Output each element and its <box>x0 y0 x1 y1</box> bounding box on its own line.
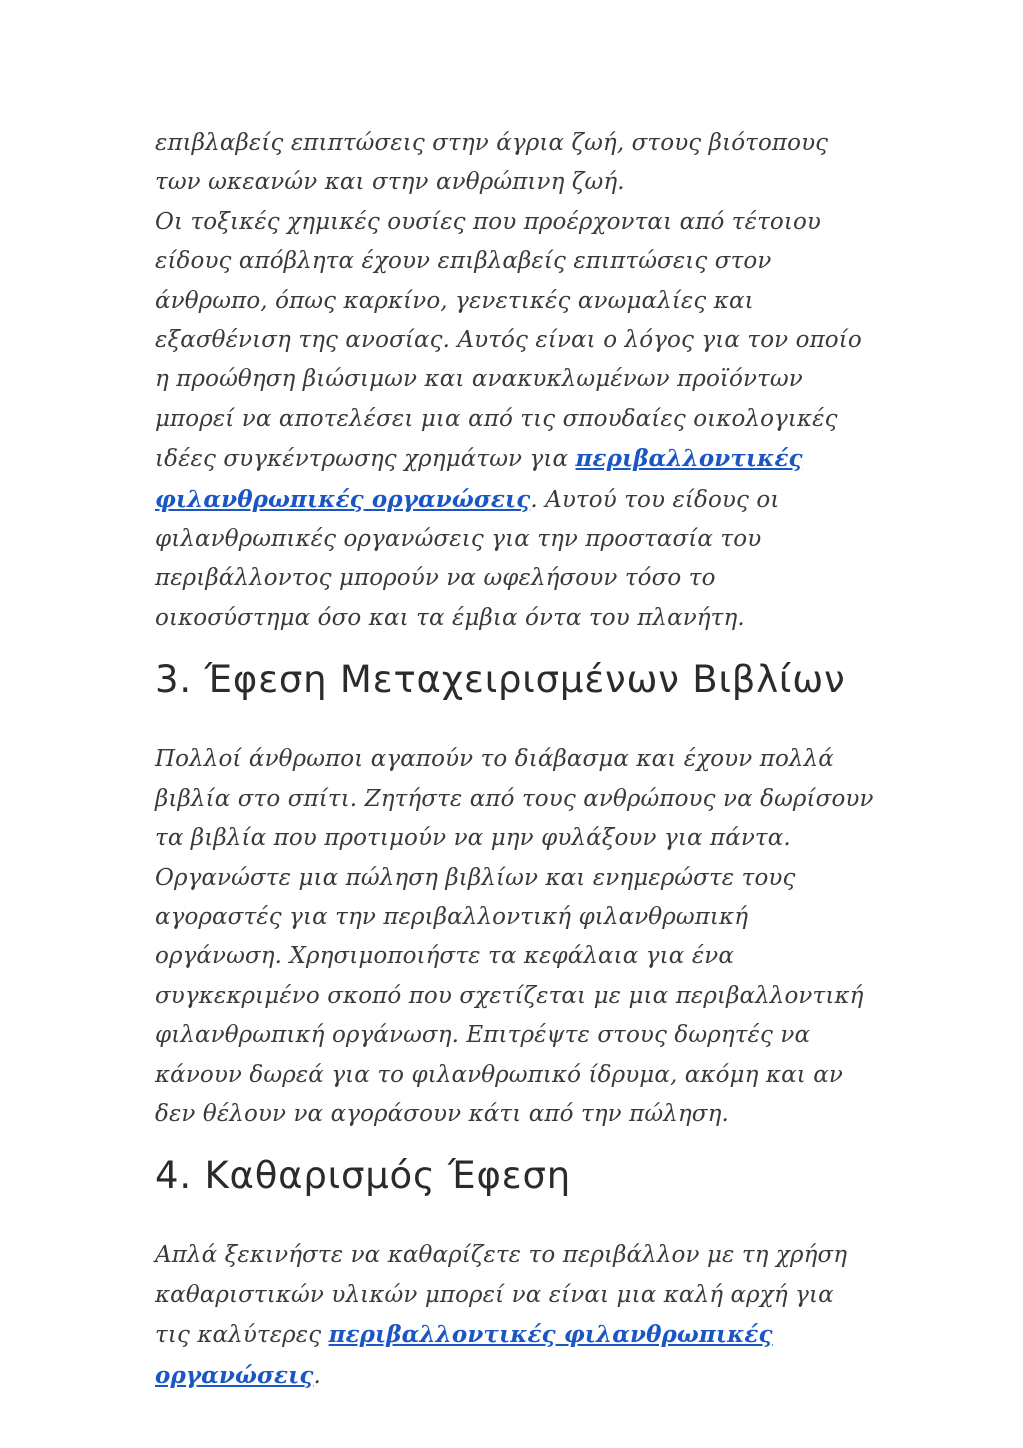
intro-paragraph-1: επιβλαβείς επιπτώσεις στην άγρια ζωή, στους βιότοπους των ωκεανών και στην ανθρώπινη ζωή. <box>155 130 829 196</box>
section-4-text-a: Απλά ξεκινήστε να καθαρίζετε το περιβάλλον με τη χρήση καθαριστικών υλικών μπορεί να είναι μια καλή αρχή για τις καλύτερες <box>155 1242 848 1349</box>
intro-paragraph-2-text-a: Οι τοξικές χημικές ουσίες που προέρχονται από τέτοιου είδους απόβλητα έχουν επιβλαβείς επιπτώσεις στον άνθρωπο, όπως καρκίνο, γενετικές ανωμαλίες και εξασθένιση της ανοσίας. Αυτός είναι ο λόγος για τον οποίο η προώθηση βιώσιμων και ανακυκλωμένων προϊόντων μπορεί να αποτελέσει μια από τις σπουδαίες οικολογικές ιδέες συγκέντρωσης χρημάτων για <box>155 208 862 473</box>
intro-paragraph-2 <box>155 203 875 638</box>
document-page <box>155 124 875 1396</box>
intro-paragraph-2-text-b: . Αυτού του είδους οι φιλανθρωπικές οργανώσεις για την προστασία του περιβάλλοντος μπορούν να ωφελήσουν τόσο το οικοσύστημα όσο και τα έμβια όντα του πλανήτη. <box>155 486 780 631</box>
environmental-charities-link[interactable]: περιβαλλοντικές φιλανθρωπικές οργανώσεις <box>155 445 803 513</box>
section-4-text-b: . <box>313 1362 321 1389</box>
environmental-charities-link-2[interactable]: περιβαλλοντικές φιλανθρωπικές οργανώσεις <box>155 1321 773 1389</box>
section-3-heading: 3. Έφεση Μεταχειρισμένων Βιβλίων <box>155 658 846 702</box>
section-4-paragraph <box>155 1236 875 1396</box>
section-4-heading: 4. Καθαρισμός Έφεση <box>155 1154 571 1198</box>
section-3-paragraph: Πολλοί άνθρωποι αγαπούν το διάβασμα και έχουν πολλά βιβλία στο σπίτι. Ζητήστε από τους ανθρώπους να δωρίσουν τα βιβλία που προτιμούν να μην φυλάξουν για πάντα. Οργανώστε μια πώληση βιβλίων και ενημερώστε τους αγοραστές για την περιβαλλοντική φιλανθρωπική οργάνωση. Χρησιμοποιήστε τα κεφάλαια για ένα συγκεκριμένο σκοπό που σχετίζεται με μια περιβαλλοντική φιλανθρωπική οργάνωση. Επιτρέψτε στους δωρητές να κάνουν δωρεά για το φιλανθρωπικό ίδρυμα, ακόμη και αν δεν θέλουν να αγοράσουν κάτι από την πώληση. <box>155 746 874 1127</box>
